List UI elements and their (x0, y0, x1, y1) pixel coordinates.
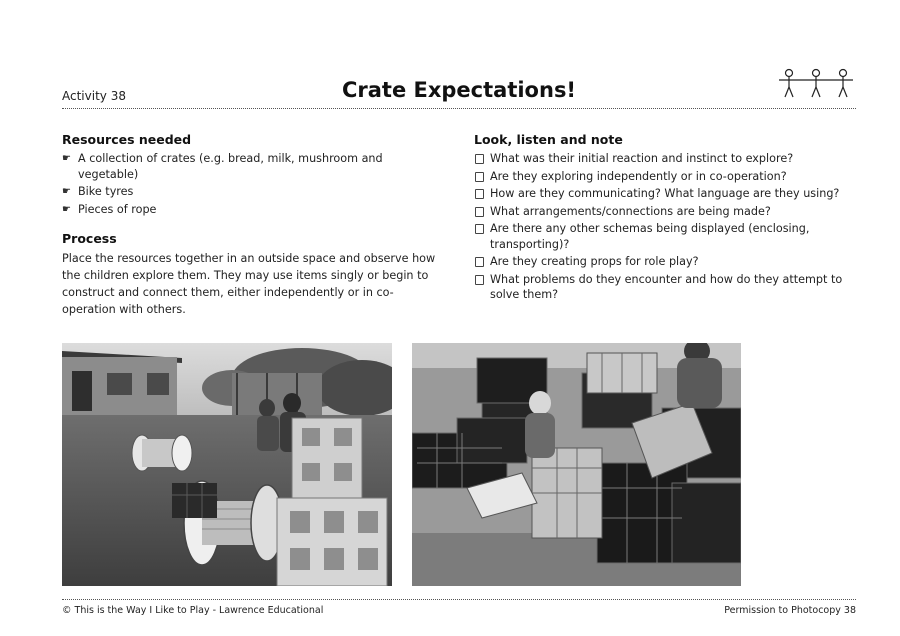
look-listen-list (474, 151, 856, 303)
list-item (474, 204, 856, 220)
list-item (62, 184, 442, 200)
right-column (474, 132, 856, 305)
pointing-hand-icon: ☛ (62, 186, 71, 197)
question-text: How are they communicating? What language are they using? (490, 187, 840, 200)
checkbox-icon (475, 257, 484, 267)
list-item (62, 151, 442, 182)
playground-photo-image (62, 343, 392, 586)
checkbox-icon (475, 207, 484, 217)
resources-heading: Resources needed (62, 132, 192, 147)
question-text: Are there any other schemas being displayed (enclosing, transporting)? (490, 222, 810, 251)
photo-crate-stacking (412, 343, 741, 586)
question-text: Are they exploring independently or in co-operation? (490, 169, 787, 183)
list-item (474, 186, 856, 202)
checkbox-icon (475, 224, 484, 234)
checkbox-icon (475, 189, 484, 199)
list-item (474, 169, 856, 185)
checkbox-icon (475, 172, 484, 182)
copyright-text: © This is the Way I Like to Play - Lawrence Educational (62, 605, 324, 616)
photocopy-permission-text: Permission to Photocopy 38 (724, 605, 856, 616)
page-footer (62, 605, 856, 619)
question-text: Are they creating props for role play? (490, 255, 699, 268)
resource-text: Pieces of rope (78, 202, 157, 216)
photo-playground-crates (62, 343, 392, 586)
question-text: What was their initial reaction and instinct to explore? (490, 152, 794, 165)
resource-text: Bike tyres (78, 185, 134, 198)
resource-text: A collection of crates (e.g. bread, milk, mushroom and vegetable) (78, 152, 383, 181)
page-title: Crate Expectations! (341, 78, 577, 102)
process-text: Place the resources together in an outside space and observe how the children explore them. They may use items singly or begin to construct and connect them, either independently or in co-operation with others. (62, 252, 436, 316)
list-item (474, 272, 856, 303)
pointing-hand-icon: ☛ (62, 153, 71, 164)
activity-number: Activity 38 (62, 89, 126, 103)
list-item (474, 254, 856, 270)
list-item (62, 202, 442, 218)
left-column (62, 132, 442, 318)
look-listen-heading: Look, listen and note (474, 132, 623, 147)
list-item (474, 151, 856, 167)
question-text: What problems do they encounter and how do they attempt to solve them? (490, 272, 843, 301)
process-heading: Process (62, 231, 117, 246)
pointing-hand-icon: ☛ (62, 203, 71, 215)
resources-list (62, 151, 442, 217)
list-item (474, 221, 856, 252)
page-header (62, 72, 856, 110)
checkbox-icon (475, 154, 484, 164)
footer-divider (62, 599, 856, 600)
checkbox-icon (475, 275, 484, 285)
children-holding-hands-icon (776, 68, 856, 100)
crate-stacking-photo-image (412, 343, 741, 586)
question-text: What arrangements/connections are being made? (490, 204, 771, 218)
header-divider (62, 108, 856, 109)
